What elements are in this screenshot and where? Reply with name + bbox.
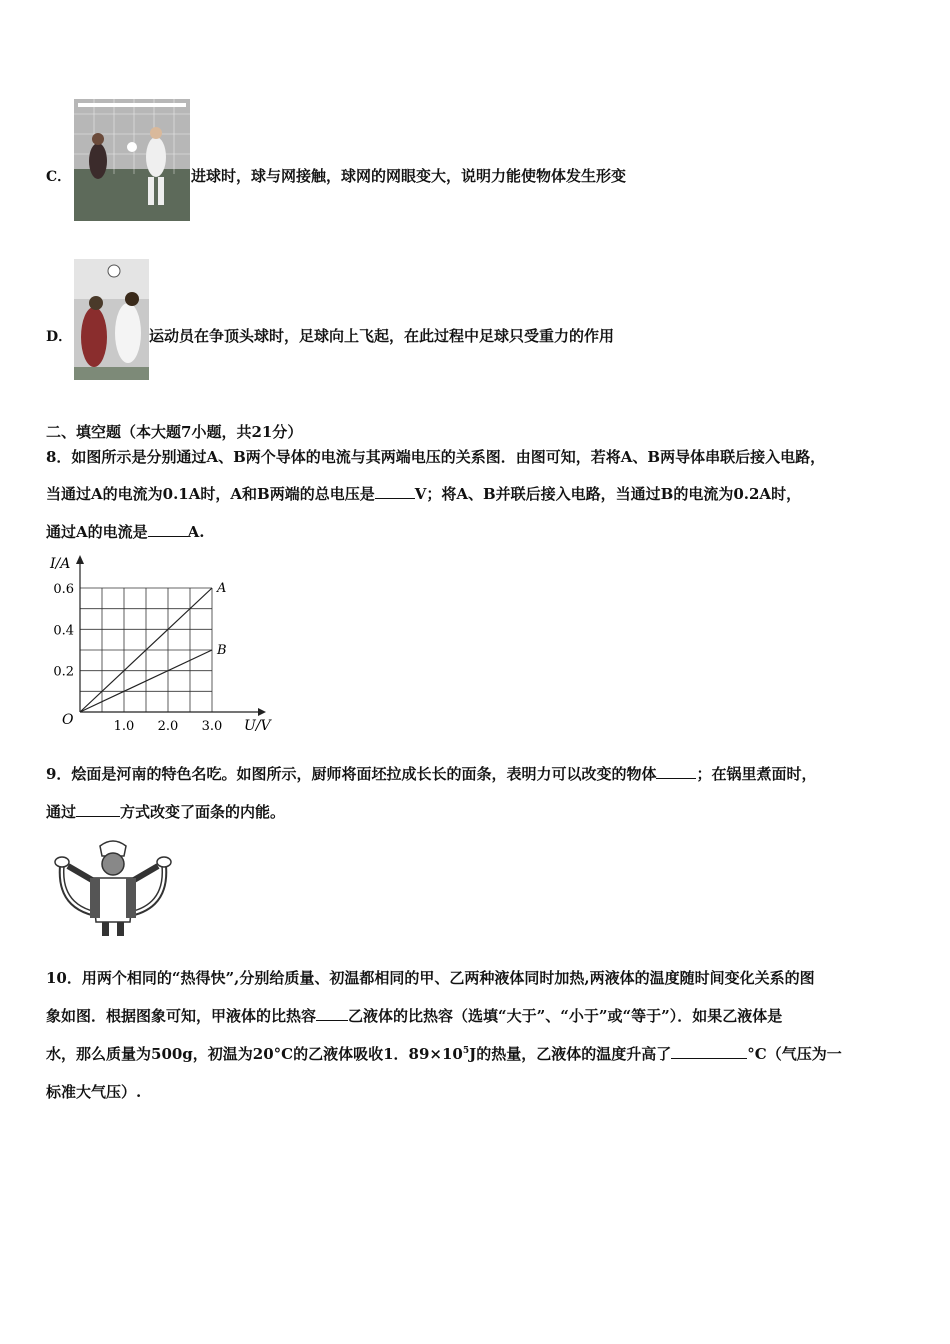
option-d-label: D． (46, 329, 73, 345)
answer-blank[interactable] (316, 1006, 348, 1021)
q8-line2 (46, 483, 801, 504)
q8-line3-part-b: A. (187, 523, 205, 541)
q10-line1: 10．用两个相同的“热得快”,分别给质量、初温都相同的甲、乙两种液体同时加热,两液体的温度随时间变化关系的图 (46, 969, 815, 987)
y-tick-label: 0.6 (53, 582, 74, 597)
q10-line2 (46, 1005, 782, 1026)
series-label-B: B (217, 643, 227, 658)
x-tick-label: 1.0 (113, 719, 135, 734)
q8-line3-part-a: 通过A的电流是 (46, 523, 148, 541)
answer-blank[interactable] (671, 1044, 747, 1059)
answer-blank[interactable] (148, 522, 188, 537)
answer-blank[interactable] (375, 484, 415, 499)
iu-chart (44, 550, 276, 738)
q9-line1 (46, 763, 816, 784)
answer-blank[interactable] (76, 802, 120, 817)
origin-label: O (62, 712, 74, 728)
goal-photo (74, 99, 190, 221)
series-label-A: A (217, 581, 227, 596)
q8-line3 (46, 521, 205, 542)
q8-line2-part-a: 当通过A的电流为0.1A时，A和B两端的总电压是 (46, 485, 375, 503)
exponent: 5 (462, 1046, 470, 1056)
q10-line3 (46, 1043, 842, 1064)
y-tick-label: 0.4 (53, 623, 74, 639)
q10-line2-part-b: 乙液体的比热容（选填“大于”、“小于”或“等于”）．如果乙液体是 (348, 1007, 783, 1025)
x-tick-label: 3.0 (201, 719, 223, 734)
x-axis-label: U/V (244, 718, 271, 734)
section-title: 二、填空题（本大题7小题，共21分） (46, 423, 303, 441)
y-tick-label: 0.2 (53, 664, 74, 680)
q10-line2-part-a: 象如图．根据图象可知，甲液体的比热容 (46, 1007, 317, 1025)
q9-line2-part-b: 方式改变了面条的内能。 (120, 803, 286, 821)
q10-line3-part-a: 水，那么质量为500g，初温为20°C的乙液体吸收1．89×10 (46, 1045, 463, 1063)
y-axis-arrow (76, 555, 84, 564)
q10-line4: 标准大气压）. (46, 1083, 142, 1101)
header-photo (74, 259, 149, 380)
chef-noodle-illustration (50, 836, 176, 940)
q10-line3-part-b: J的热量，乙液体的温度升高了 (469, 1045, 672, 1063)
q8-line1: 8．如图所示是分别通过A、B两个导体的电流与其两端电压的关系图．由图可知，若将A、B两导体串联后接入电路， (46, 448, 826, 466)
x-axis-arrow (258, 708, 266, 716)
q8-line2-part-b: V；将A、B并联后接入电路，当通过B的电流为0.2A时， (414, 485, 802, 503)
option-c-label: C． (46, 169, 72, 185)
q9-line1-part-a: 9．烩面是河南的特色名吃。如图所示，厨师将面坯拉成长长的面条，表明力可以改变的物体 (46, 765, 657, 783)
q9-line2 (46, 801, 285, 822)
option-c-text: 进球时，球与网接触，球网的网眼变大，说明力能使物体发生形变 (191, 167, 627, 185)
answer-blank[interactable] (656, 764, 696, 779)
q10-line3-part-c: °C（气压为一 (747, 1045, 842, 1063)
q9-line2-part-a: 通过 (46, 803, 77, 821)
x-tick-label: 2.0 (157, 719, 179, 734)
option-d-text: 运动员在争顶头球时，足球向上飞起，在此过程中足球只受重力的作用 (149, 327, 615, 345)
q9-line1-part-b: ；在锅里煮面时， (696, 765, 817, 783)
y-axis-label: I/A (50, 556, 71, 572)
